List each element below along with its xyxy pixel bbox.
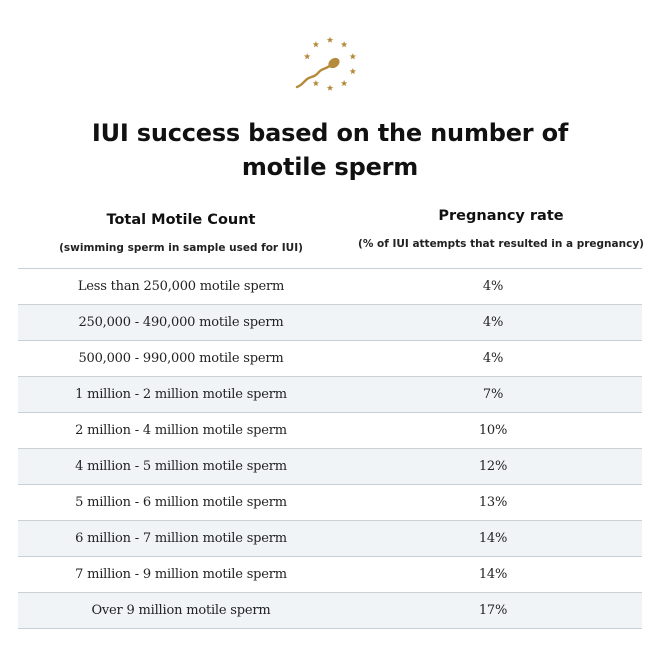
count-cell: Over 9 million motile sperm xyxy=(91,603,271,618)
column-header-count-title: Total Motile Count xyxy=(106,212,256,228)
count-cell: 5 million - 6 million motile sperm xyxy=(75,495,287,510)
logo-star-icon xyxy=(350,53,356,59)
logo-star-icon xyxy=(304,53,310,59)
count-cell: 4 million - 5 million motile sperm xyxy=(75,459,287,474)
title-line-2: motile sperm xyxy=(241,153,419,181)
logo-star-icon xyxy=(313,80,319,86)
rate-cell: 12% xyxy=(478,459,508,474)
sperm-stars-logo-icon xyxy=(292,34,368,94)
logo-star-icon xyxy=(350,68,356,74)
table-row xyxy=(18,593,642,629)
title-line-1: IUI success based on the number of xyxy=(91,119,569,147)
table-row xyxy=(18,521,642,557)
table-row xyxy=(18,341,642,377)
count-cell: 1 million - 2 million motile sperm xyxy=(75,387,287,402)
logo-star-icon xyxy=(341,80,347,86)
count-cell: 500,000 - 990,000 motile sperm xyxy=(78,351,284,366)
column-header-rate-subtitle: (% of IUI attempts that resulted in a pregnancy) xyxy=(358,238,644,250)
count-cell: 7 million - 9 million motile sperm xyxy=(75,567,287,582)
column-header-rate xyxy=(342,206,660,252)
page-title xyxy=(0,116,660,184)
column-header-rate-title: Pregnancy rate xyxy=(438,208,564,224)
table-row xyxy=(18,305,642,341)
rate-cell: 13% xyxy=(478,495,508,510)
rate-cell: 14% xyxy=(478,567,508,582)
table-row xyxy=(18,449,642,485)
rate-cell: 4% xyxy=(482,315,504,330)
rate-cell: 7% xyxy=(482,387,504,402)
rate-cell: 4% xyxy=(482,279,504,294)
table-row xyxy=(18,485,642,521)
count-cell: Less than 250,000 motile sperm xyxy=(77,279,285,294)
rate-cell: 14% xyxy=(478,531,508,546)
table-row xyxy=(18,413,642,449)
table-row xyxy=(18,377,642,413)
table-row xyxy=(18,269,642,305)
column-header-count-subtitle: (swimming sperm in sample used for IUI) xyxy=(59,242,303,254)
count-cell: 6 million - 7 million motile sperm xyxy=(75,531,287,546)
table-row xyxy=(18,557,642,593)
count-cell: 2 million - 4 million motile sperm xyxy=(75,423,287,438)
logo-star-icon xyxy=(327,37,333,43)
logo-star-icon xyxy=(341,41,347,47)
count-cell: 250,000 - 490,000 motile sperm xyxy=(78,315,284,330)
rate-cell: 10% xyxy=(478,423,508,438)
success-table xyxy=(18,268,642,629)
column-header-count xyxy=(20,210,342,256)
rate-cell: 4% xyxy=(482,351,504,366)
logo-star-icon xyxy=(313,41,319,47)
logo-star-icon xyxy=(327,85,333,91)
rate-cell: 17% xyxy=(478,603,508,618)
